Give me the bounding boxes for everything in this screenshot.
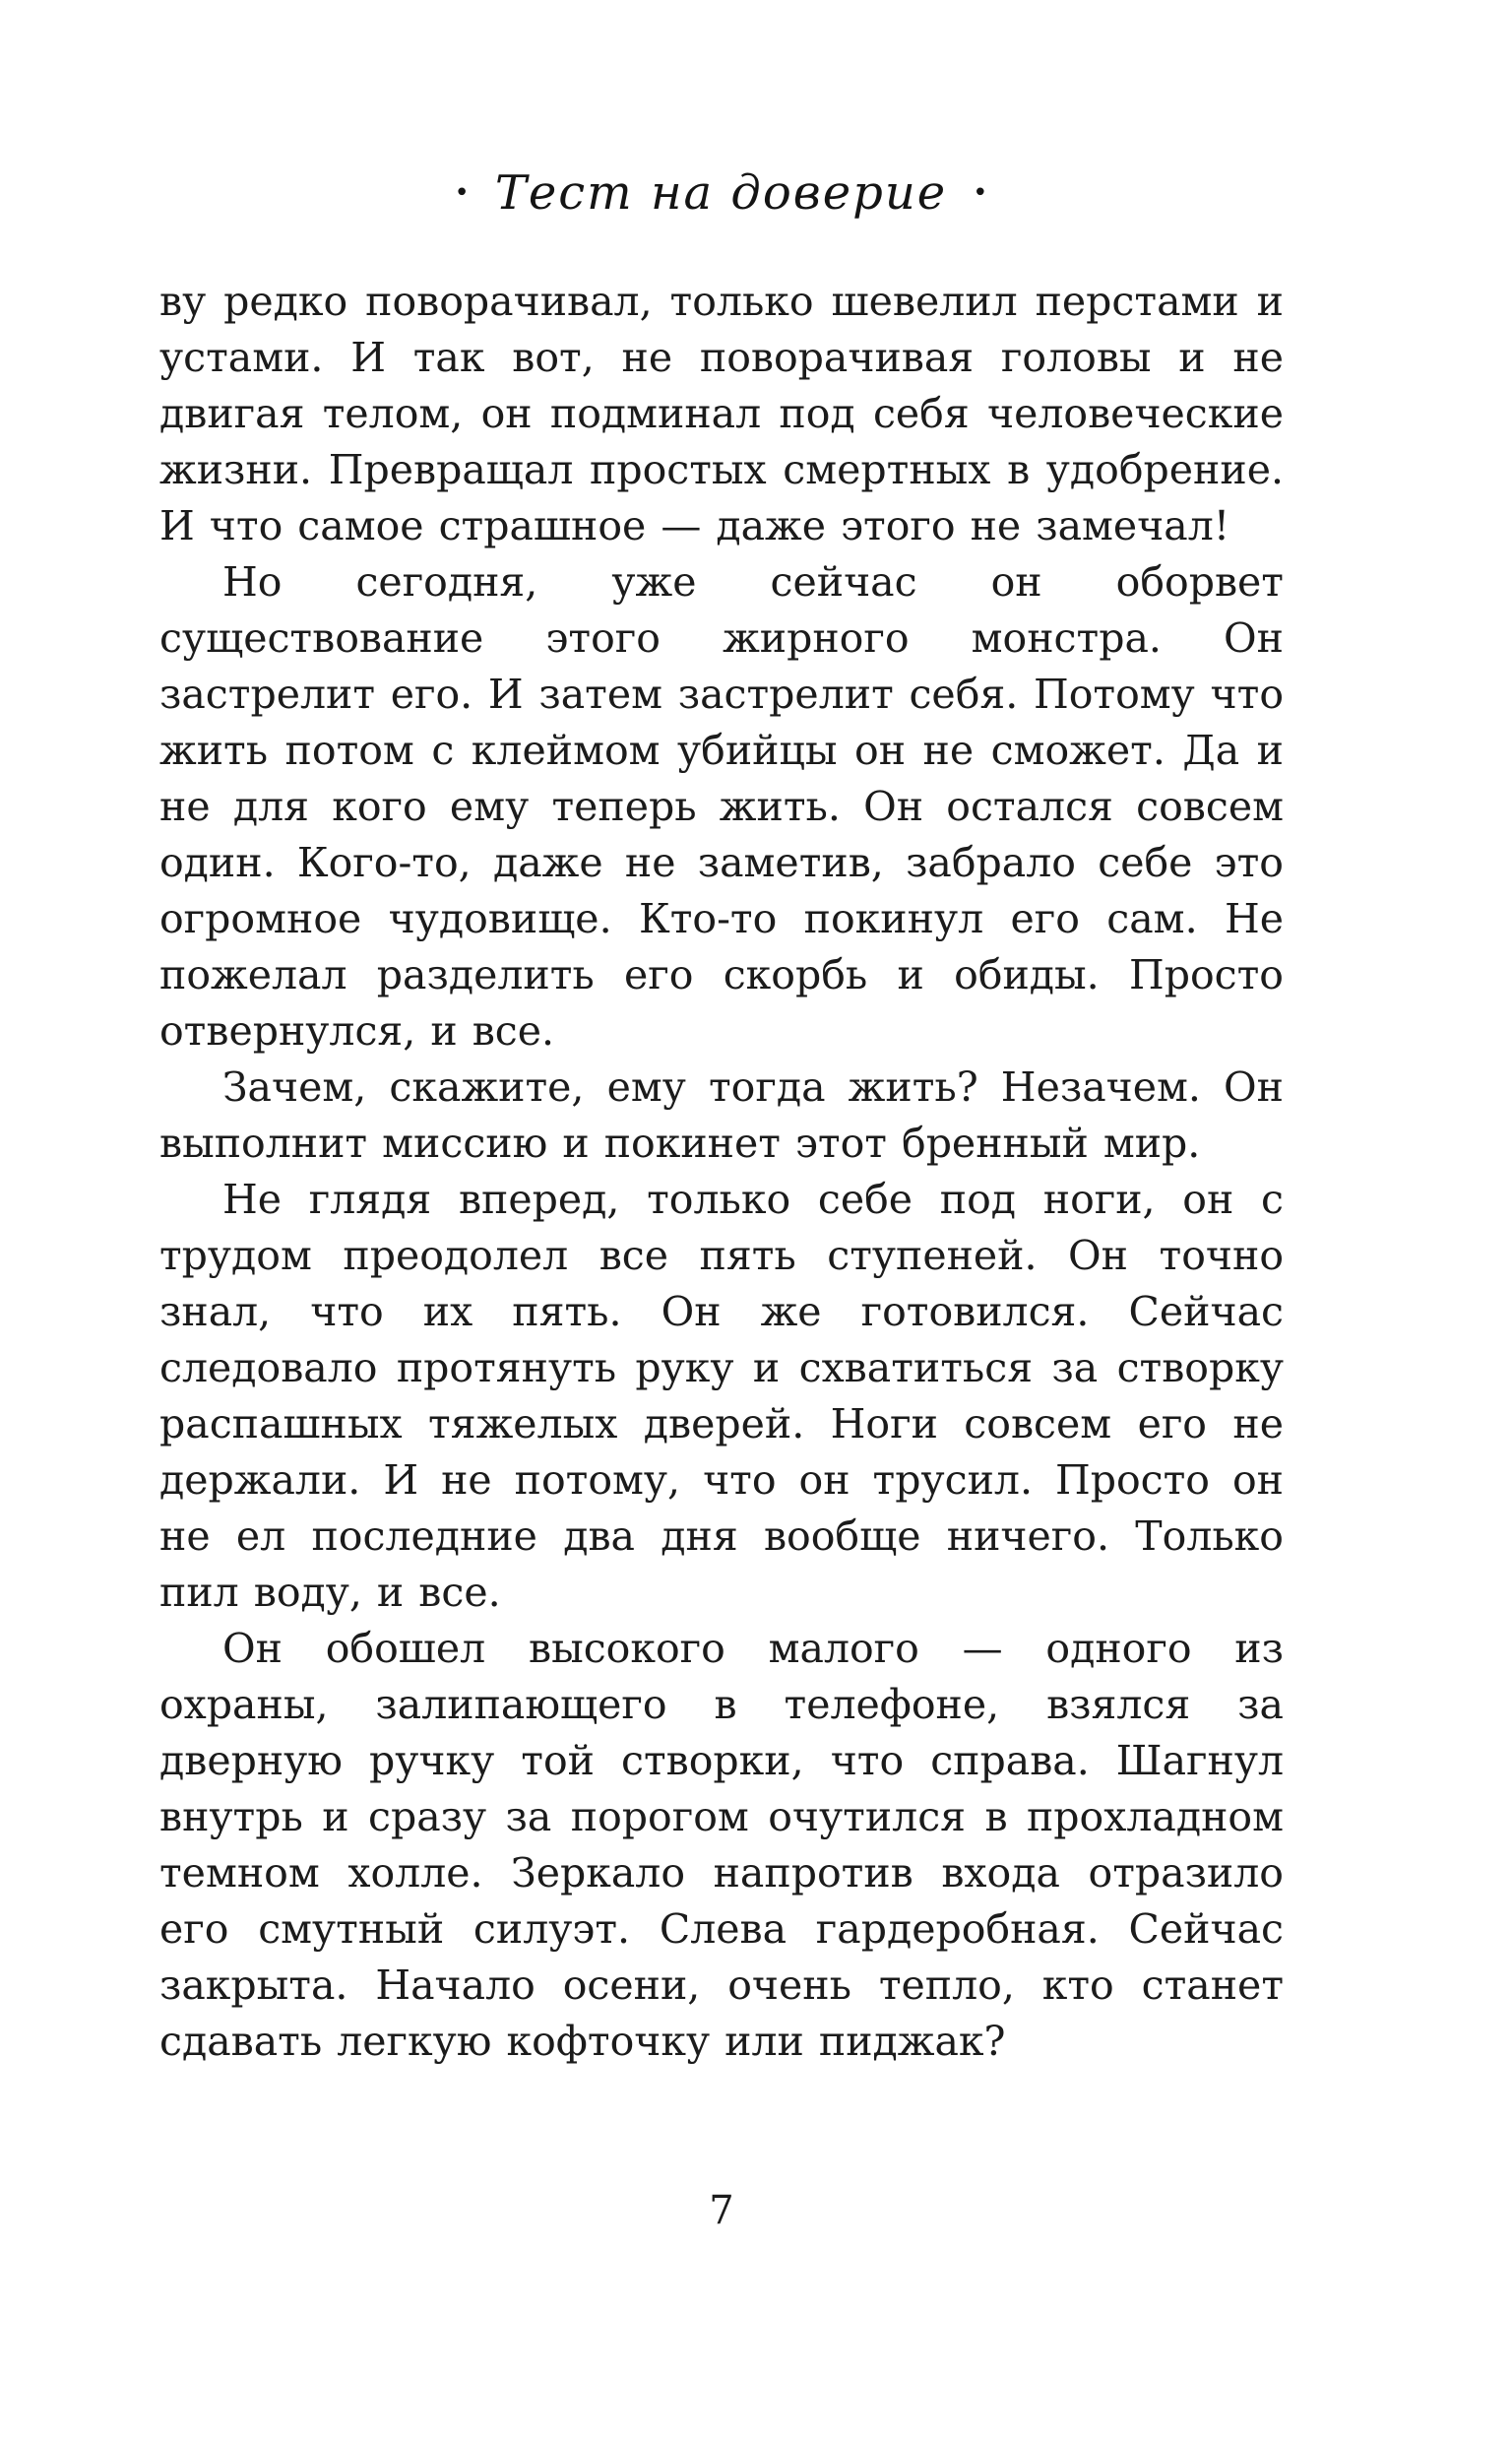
paragraph: Зачем, скажите, ему тогда жить? Незачем. Он выполнит миссию и покинет этот бренный мир. [159, 1063, 1284, 1167]
paragraph: ву редко поворачивал, только шевелил перстами и устами. И так вот, не поворачивая головы и не двигая телом, он подминал под себя человеческие жизни. Превращал простых смертных в удобрение. И что самое страшное — даже этого не замечал! [159, 278, 1284, 549]
header-bullet-right-icon: • [973, 178, 988, 208]
paragraph: Он обошел высокого малого — одного из охраны, залипающего в телефоне, взялся за дверную ручку той створки, что справа. Шагнул внутрь и сразу за порогом очутился в прохладном темном холле. Зеркало напротив входа отразило его смутный силуэт. Слева гардеробная. Сейчас закрыта. Начало осени, очень тепло, кто станет сдавать легкую кофточку или пиджак? [159, 1625, 1284, 2065]
page-number: 7 [709, 2188, 734, 2233]
paragraph: Не глядя вперед, только себе под ноги, он с трудом преодолел все пять ступеней. Он точно знал, что их пять. Он же готовился. Сейчас следовало протянуть руку и схватиться за створку распашных тяжелых дверей. Ноги совсем его не держали. И не потому, что он трусил. Просто он не ел последние два дня вообще ничего. Только пил воду, и все. [159, 1176, 1284, 1616]
paragraph: Но сегодня, уже сейчас он оборвет существование этого жирного монстра. Он застрелит его. И затем застрелит себя. Потому что жить потом с клеймом убийцы он не сможет. Да и не для кого ему теперь жить. Он остался совсем один. Кого-то, даже не заметив, забрало себе это огромное чудовище. Кто-то покинул его сам. Не пожелал разделить его скорбь и обиды. Просто отвернулся, и все. [159, 558, 1284, 1055]
header-bullet-left-icon: • [454, 178, 470, 208]
chapter-title: Тест на доверие [494, 165, 948, 221]
running-head [158, 165, 1285, 221]
body-text [159, 274, 1284, 2070]
